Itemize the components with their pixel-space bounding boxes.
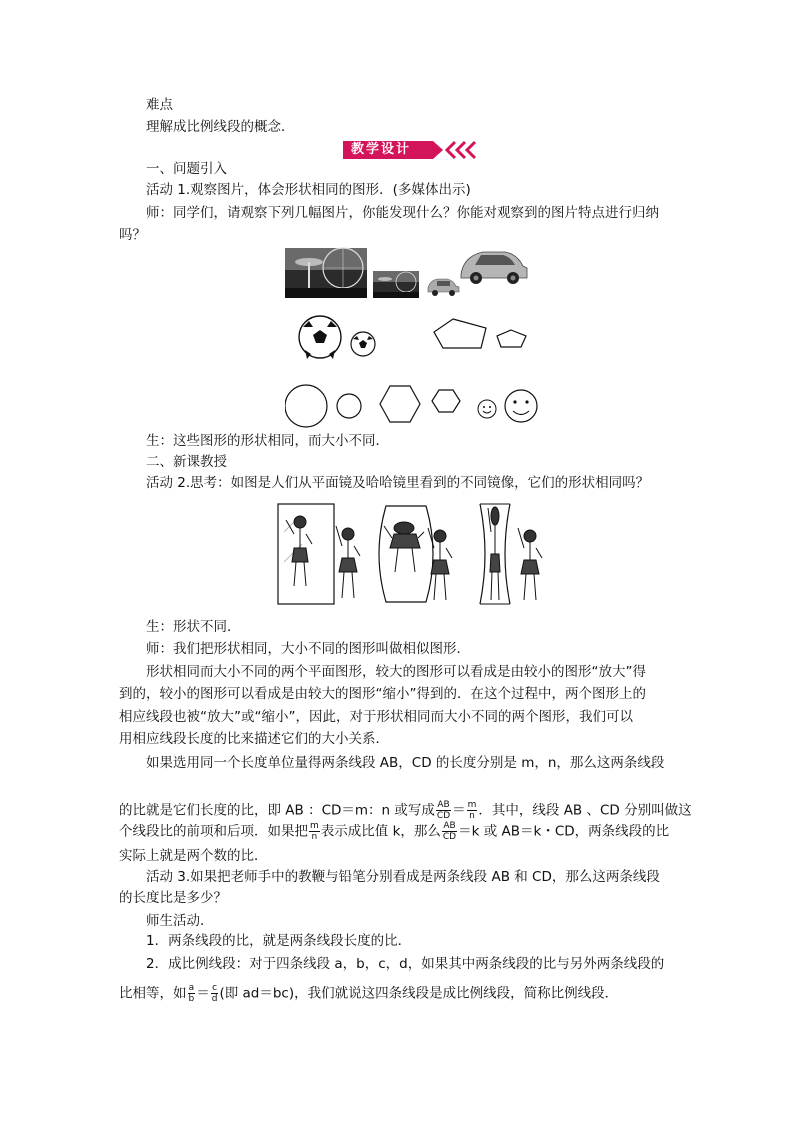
car-photo-large bbox=[461, 252, 527, 284]
equals-sign: ＝ bbox=[452, 802, 466, 819]
pentagon-large bbox=[434, 319, 486, 348]
fraction-denominator: b bbox=[188, 994, 195, 1004]
text-line: 活动 1.观察图片，体会形状相同的图形．(多媒体出示) bbox=[146, 182, 471, 198]
chevron-left-icon bbox=[447, 142, 455, 158]
text-line: 生：形状不同． bbox=[146, 619, 241, 635]
banner-title: 教学设计 bbox=[351, 142, 412, 157]
similar-shapes-figure bbox=[285, 244, 545, 434]
fraction-ab-cd bbox=[436, 800, 451, 821]
girl-person-1 bbox=[336, 526, 360, 598]
circle-small bbox=[337, 394, 361, 418]
fraction-denominator: n bbox=[311, 832, 318, 842]
text-segment: 的比就是它们长度的比，即 AB ：CD＝m：n 或写成 bbox=[119, 802, 435, 819]
text-line: 形状相同而大小不同的两个平面图形，较大的图形可以看成是由较小的图形“放大”得 bbox=[146, 664, 646, 680]
banner-arrow-icon bbox=[433, 141, 443, 159]
text-segment: 个线段比的前项和后项．如果把 bbox=[119, 823, 308, 840]
text-line: 理解成比例线段的概念． bbox=[146, 119, 295, 135]
car-photo-small bbox=[428, 279, 459, 296]
girl-reflection-3 bbox=[488, 507, 500, 600]
soccer-ball-small bbox=[351, 332, 375, 356]
text-line: 师：我们把形状相同，大小不同的图形叫做相似图形． bbox=[146, 641, 470, 657]
ferris-wheel-photo-large bbox=[285, 248, 367, 298]
text-line: 活动 3.如果把老师手中的教鞭与铅笔分别看成是两条线段 AB 和 CD，那么这两条线段 bbox=[146, 869, 660, 885]
text-line: 用相应线段长度的比来描述它们的大小关系． bbox=[119, 731, 389, 747]
text-line: 活动 2.思考：如图是人们从平面镜及哈哈镜里看到的不同镜像，它们的形状相同吗？ bbox=[146, 475, 650, 491]
smiley-large-icon bbox=[505, 390, 537, 422]
section-heading: 一、问题引入 bbox=[146, 161, 227, 177]
chevron-left-icon bbox=[467, 142, 475, 158]
text-line: 相应线段也被“放大”或“缩小”，因此，对于形状相同而大小不同的两个图形，我们可以 bbox=[119, 709, 633, 725]
hexagon-small bbox=[432, 390, 460, 412]
section-heading: 二、新课教授 bbox=[146, 454, 227, 470]
fraction-m-n bbox=[309, 821, 320, 842]
fraction-numerator: c bbox=[212, 983, 218, 993]
circle-large bbox=[285, 385, 327, 427]
pentagon-small bbox=[497, 330, 526, 347]
text-segment: 表示成比值 k，那么 bbox=[320, 823, 441, 840]
fraction-denominator: CD bbox=[436, 811, 451, 821]
text-line-with-fraction bbox=[119, 821, 669, 842]
fraction-numerator: a bbox=[188, 983, 195, 993]
text-line: 实际上就是两个数的比． bbox=[119, 848, 268, 864]
fraction-m-n bbox=[467, 800, 478, 821]
text-segment: ．其中，线段 AB 、CD 分别叫做这 bbox=[478, 802, 692, 819]
text-segment: (即 ad＝bc)，我们就说这四条线段是成比例线段，简称比例线段． bbox=[219, 985, 619, 1002]
soccer-ball-large bbox=[299, 316, 341, 359]
equals-sign: ＝ bbox=[196, 985, 210, 1002]
girl-person-3 bbox=[518, 528, 542, 600]
heading-difficulty: 难点 bbox=[146, 97, 173, 113]
text-segment: 比相等，如 bbox=[119, 985, 187, 1002]
ferris-wheel-photo-small bbox=[373, 271, 419, 298]
fraction-denominator: n bbox=[469, 811, 475, 821]
smiley-small-icon bbox=[478, 400, 496, 418]
text-line: 如果选用同一个长度单位量得两条线段 AB，CD 的长度分别是 m，n，那么这两条线段 bbox=[146, 755, 665, 771]
fraction-denominator: CD bbox=[442, 832, 457, 842]
list-item: 1．两条线段的比，就是两条线段长度的比． bbox=[146, 933, 412, 949]
fraction-numerator: AB bbox=[437, 800, 450, 810]
text-line: 师：同学们，请观察下列几幅图片，你能发现什么？你能对观察到的图片特点进行归纳 bbox=[146, 205, 659, 221]
text-line-with-fraction bbox=[119, 983, 618, 1004]
text-line: 到的，较小的图形可以看成是由较大的图形“缩小”得到的．在这个过程中，两个图形上的 bbox=[119, 686, 646, 702]
section-banner bbox=[343, 140, 481, 160]
text-line: 师生活动． bbox=[146, 913, 214, 929]
fraction-numerator: m bbox=[467, 800, 477, 810]
text-segment: ＝k 或 AB＝k・CD，两条线段的比 bbox=[458, 823, 670, 840]
fraction-c-d bbox=[211, 983, 219, 1004]
fraction-numerator: m bbox=[310, 821, 319, 831]
text-line: 的长度比是多少？ bbox=[119, 890, 227, 906]
text-line: 生：这些图形的形状相同，而大小不同． bbox=[146, 433, 389, 449]
fraction-a-b bbox=[188, 983, 196, 1004]
convex-mirror bbox=[379, 506, 433, 602]
text-line-with-fraction bbox=[119, 800, 692, 821]
hexagon-large bbox=[380, 386, 420, 422]
fraction-ab-cd bbox=[442, 821, 457, 842]
mirror-reflection-figure bbox=[274, 502, 550, 610]
list-item: 2．成比例线段：对于四条线段 a，b，c，d，如果其中两条线段的比与另外两条线段的 bbox=[146, 956, 665, 972]
chevron-left-icon bbox=[457, 142, 465, 158]
fraction-denominator: d bbox=[211, 994, 218, 1004]
fraction-numerator: AB bbox=[443, 821, 456, 831]
text-line: 吗？ bbox=[119, 227, 146, 243]
